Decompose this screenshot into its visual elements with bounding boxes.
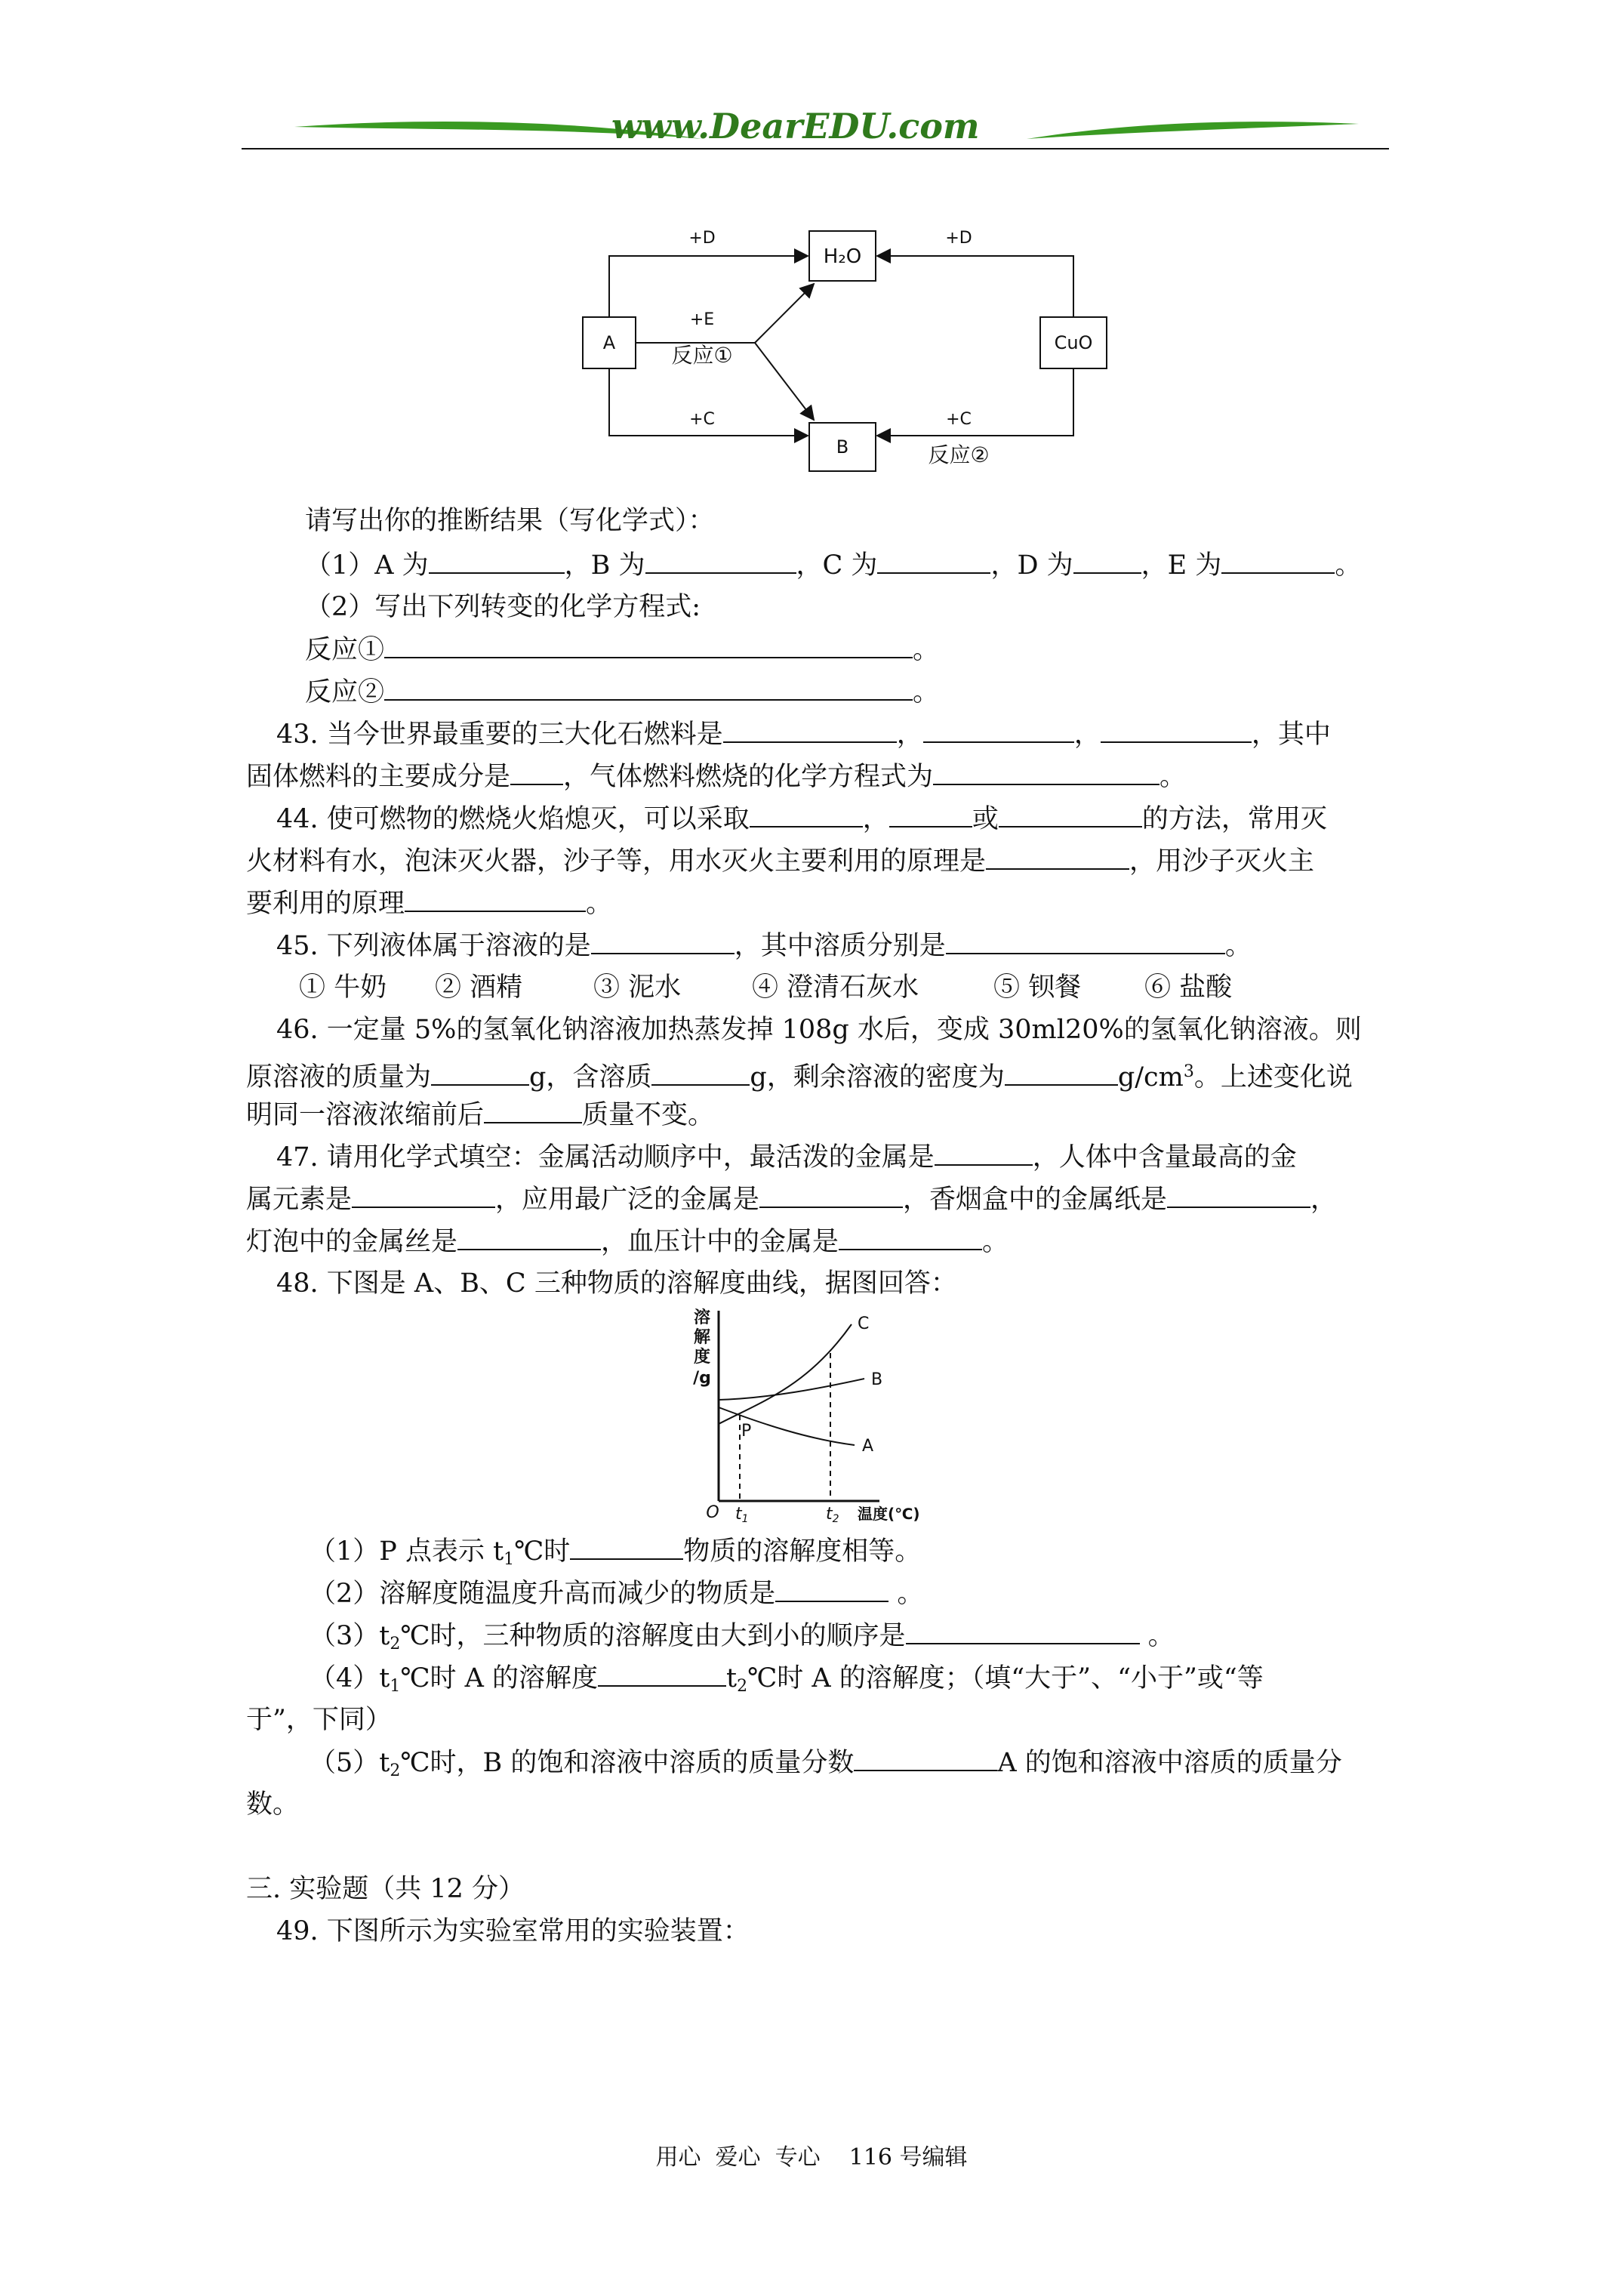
q46-line2: 原溶液的质量为 g，含溶质 g，剩余溶液的密度为 $g/cm^3$。上述变化说	[246, 1054, 1353, 1096]
blank-water-principle[interactable]	[986, 843, 1129, 870]
t2-label: t2	[826, 1505, 839, 1522]
origin-label: O	[706, 1503, 719, 1522]
blank-reaction1[interactable]	[384, 631, 913, 658]
label-plus-d-left: +D	[688, 229, 716, 248]
curve-a-label: A	[862, 1437, 874, 1456]
y-label-2: 解	[693, 1328, 711, 1347]
section3-title: 三. 实验题（共 12 分）	[246, 1874, 525, 1904]
curve-c-label: C	[858, 1314, 870, 1333]
blank-gas-equation[interactable]	[933, 758, 1160, 785]
blank-gauge-metal[interactable]	[839, 1223, 982, 1250]
option-1: ① 牛奶	[299, 972, 387, 1003]
label-h2o: H₂O	[823, 245, 862, 268]
header-swoosh-right	[1027, 113, 1359, 151]
x-axis-label: 温度(℃)	[858, 1505, 920, 1522]
q48-sub1: （1）P 点表示 $t_1℃$时 物质的溶解度相等。	[310, 1533, 921, 1578]
label-plus-c-right: +C	[946, 410, 972, 429]
blank-method3[interactable]	[999, 800, 1142, 827]
q47-line3: 灯泡中的金属丝是 ，血压计中的金属是 。	[246, 1223, 1009, 1260]
option-3: ③ 泥水	[593, 972, 682, 1003]
blank-solutes[interactable]	[946, 927, 1225, 954]
blank-c[interactable]	[877, 547, 990, 574]
q46-line1: 46. 一定量 5%的氢氧化钠溶液加热蒸发掉 108g 水后，变成 30ml20%的氢氧化钠溶液。则	[276, 1015, 1362, 1045]
blank-common-metal[interactable]	[759, 1181, 903, 1208]
q48-sub4-cont: 于”，下同）	[246, 1705, 392, 1735]
blank-fuel2[interactable]	[923, 716, 1074, 743]
page-header	[242, 106, 1389, 159]
blank-reaction2[interactable]	[384, 673, 913, 701]
q45-options	[299, 969, 1232, 1006]
option-6: ⑥ 盐酸	[1144, 972, 1233, 1003]
q44-line1: 44. 使可燃物的燃烧火焰熄灭，可以采取 ， 或 的方法，常用灭	[276, 800, 1327, 837]
blank-compare-a[interactable]	[598, 1660, 726, 1687]
reaction-diagram	[574, 219, 1117, 491]
q48-intro: 48. 下图是 A、B、C 三种物质的溶解度曲线，据图回答：	[276, 1268, 957, 1299]
blank-solutions[interactable]	[591, 927, 735, 954]
blank-p-point[interactable]	[570, 1533, 683, 1560]
q48-sub3: $(3)t_2℃$时，三种物质的溶解度由大到小的顺序是 。	[310, 1617, 1175, 1663]
q44-line3: 要利用的原理 。	[246, 885, 612, 922]
blank-solid-fuel[interactable]	[510, 758, 563, 785]
blank-e[interactable]	[1221, 547, 1335, 574]
blank-original-mass[interactable]	[431, 1059, 529, 1086]
label-a: A	[602, 332, 616, 353]
q46-line3: 明同一溶液浓缩前后 质量不变。	[246, 1096, 714, 1133]
page-footer: 用心 爱心 专心 116 号编辑	[655, 2144, 968, 2171]
blank-order[interactable]	[906, 1617, 1140, 1644]
blank-sand-principle[interactable]	[405, 885, 586, 912]
q42-reaction1: 反应① 。	[305, 631, 939, 668]
arrow-split-h2o	[755, 284, 814, 343]
blank-fuel1[interactable]	[723, 716, 897, 743]
header-rule	[242, 148, 1389, 149]
q44-line2: 火材料有水，泡沫灭火器，沙子等，用水灭火主要利用的原理是 ，用沙子灭火主	[246, 843, 1314, 880]
t1-label: t1	[735, 1505, 749, 1522]
q48-sub2: （2）溶解度随温度升高而减少的物质是 。	[310, 1575, 923, 1612]
y-label-4: /g	[693, 1369, 711, 1388]
blank-unchanged[interactable]	[484, 1096, 582, 1123]
label-reaction-2: 反应②	[928, 442, 990, 467]
arrow-cuo-h2o	[877, 256, 1073, 317]
option-5: ⑤ 钡餐	[993, 972, 1082, 1003]
q42-part1: （1）A 为 ，B 为 ，C 为 ，D 为 ，E 为 。	[305, 547, 1361, 584]
q42-part2: （2）写出下列转变的化学方程式:	[305, 592, 701, 622]
q43-line2: 固体燃料的主要成分是 ，气体燃料燃烧的化学方程式为 。	[246, 758, 1186, 795]
q42-prompt: 请写出你的推断结果（写化学式）：	[305, 506, 715, 536]
q49-intro: 49. 下图所示为实验室常用的实验装置：	[276, 1916, 750, 1946]
blank-most-active[interactable]	[935, 1139, 1033, 1166]
q47-line2: 属元素是 ，应用最广泛的金属是 ，香烟盒中的金属纸是 ，	[246, 1181, 1337, 1218]
blank-d[interactable]	[1073, 547, 1141, 574]
label-plus-e: +E	[689, 310, 715, 329]
blank-decreasing[interactable]	[775, 1575, 888, 1602]
q48-sub5: $(5)t_2℃$时，B 的饱和溶液中溶质的质量分数 A 的饱和溶液中溶质的质量分	[310, 1744, 1342, 1789]
blank-a[interactable]	[429, 547, 565, 574]
solubility-chart	[687, 1303, 951, 1522]
blank-foil-metal[interactable]	[1167, 1181, 1310, 1208]
label-plus-c-left: +C	[689, 410, 715, 429]
q48-sub4: $(4)t_1℃$时 A 的溶解度 $t_2℃$时 A 的溶解度；（填“大于”、“小于”或“等	[310, 1660, 1264, 1705]
q43-line1: 43. 当今世界最重要的三大化石燃料是 ， ， ，其中	[276, 716, 1331, 753]
q47-line1: 47. 请用化学式填空：金属活动顺序中，最活泼的金属是 ，人体中含量最高的金	[276, 1139, 1297, 1176]
q45-line1: 45. 下列液体属于溶液的是 ，其中溶质分别是 。	[276, 927, 1252, 964]
arrow-cuo-b	[877, 368, 1073, 436]
blank-method2[interactable]	[889, 800, 972, 827]
blank-solute-mass[interactable]	[651, 1059, 750, 1086]
label-b: B	[836, 436, 849, 458]
blank-b[interactable]	[645, 547, 796, 574]
y-label-3: 度	[693, 1348, 711, 1367]
option-2: ② 酒精	[435, 972, 523, 1003]
blank-body-metal[interactable]	[352, 1181, 495, 1208]
blank-density[interactable]	[1005, 1059, 1118, 1086]
q42-reaction2: 反应② 。	[305, 673, 939, 710]
site-logo: www.DearEDU.com	[611, 106, 980, 146]
blank-mass-fraction[interactable]	[854, 1744, 997, 1771]
q48-sub5-cont: 数。	[246, 1789, 300, 1820]
label-plus-d-right: +D	[945, 229, 972, 248]
label-cuo: CuO	[1054, 332, 1093, 353]
curve-b	[719, 1379, 864, 1400]
blank-filament-metal[interactable]	[457, 1223, 601, 1250]
curve-c	[719, 1324, 852, 1424]
point-p-label: P	[741, 1422, 752, 1441]
arrow-split-b	[755, 343, 814, 420]
y-label-1: 溶	[693, 1308, 711, 1327]
blank-method1[interactable]	[750, 800, 863, 827]
option-4: ④ 澄清石灰水	[752, 972, 919, 1003]
arrow-a-h2o	[609, 256, 808, 317]
blank-fuel3[interactable]	[1101, 716, 1252, 743]
label-reaction-1: 反应①	[671, 343, 733, 368]
curve-b-label: B	[871, 1370, 883, 1389]
